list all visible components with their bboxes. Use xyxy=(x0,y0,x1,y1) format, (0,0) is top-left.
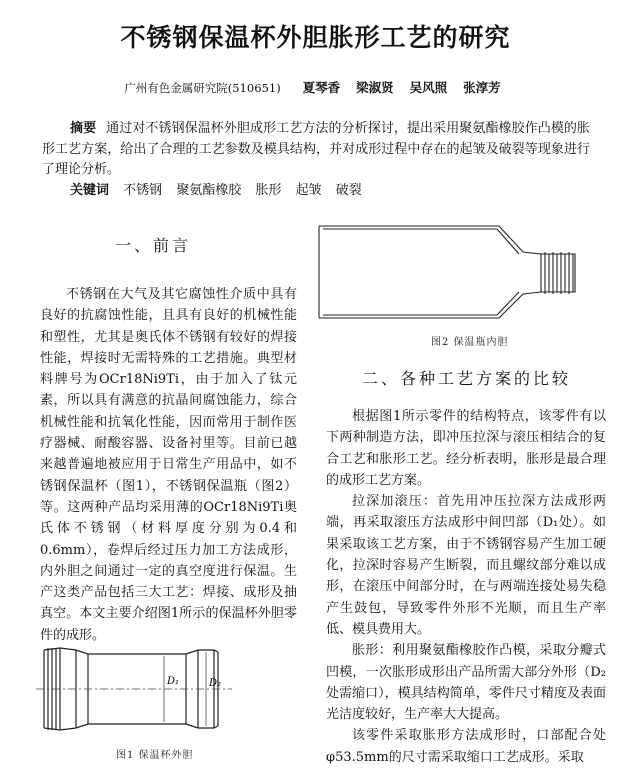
keyword: 胀形 xyxy=(255,183,282,198)
figure2-drawing xyxy=(313,218,623,328)
author-line xyxy=(0,78,631,96)
section2-body xyxy=(326,406,606,768)
paragraph: 该零件采取胀形方法成形时，口部配合处φ53.5mm的尺寸需采取缩口工艺成形。采取 xyxy=(326,728,606,765)
abstract-text: 通过对不锈钢保温杯外胆成形工艺方法的分析探讨，提出采用聚氨酯橡胶作凸模的胀形工艺方案，给出了合理的工艺参数及模具结构，并对成形过程中存在的起皱及破裂等现象进行了理论分析。 xyxy=(42,121,590,177)
author-name: 张淳芳 xyxy=(463,80,501,95)
keywords-label: 关键词 xyxy=(70,183,110,198)
figure2-caption: 图2 保温瓶内胆 xyxy=(431,337,509,348)
section-heading: 二、各种工艺方案的比较 xyxy=(362,369,572,388)
section1-body: 不锈钢在大气及其它腐蚀性介质中具有良好的抗腐蚀性能，且具有良好的机械性能和塑性，尤其是奥氏体不锈钢有较好的焊接性能，焊接时无需特殊的工艺措施。典型材料牌号为OCr18Ni9Ti，由于加入了钛元素，所以具有满意的抗晶间腐蚀能力，综合机械性能和抗氧化性能，因而常用于制作医疗器械、耐酸容器、设备衬里等。目前已越来越普遍地被应用于日常生产用品中，如不锈钢保温杯（图1），不锈钢保温瓶（图2）等。这两种产品均采用薄的OCr18Ni9Ti奥氏体不锈钢（材料厚度分别为0.4和0.6mm），卷焊后经过压力加工方法成形，内外胆之间通过一定的真空度进行保温。生产这类产品包括三大工艺：焊接、成形及抽真空。本文主要介绍图1所示的保温杯外胆零件的成形。 xyxy=(40,287,297,643)
keyword: 不锈钢 xyxy=(123,183,163,198)
abstract xyxy=(42,119,590,181)
paragraph: 拉深加滚压：首先用冲压拉深方法成形两端，再采取滚压方法成形中间凹部（D₁处）。如果采取该工艺方案，由于不锈钢容易产生加工硬化，拉深时容易产生断裂，而且螺纹部分难以成形，在滚压中间部分时，在与两端连接处易失稳产生鼓包，导致零件外形不光顺，而且生产率低、模具费用大。 xyxy=(326,494,606,637)
figure1-caption: 图1 保温杯外胆 xyxy=(116,750,194,761)
figure1-drawing xyxy=(36,638,236,740)
author-name: 梁淑贤 xyxy=(356,80,394,95)
keywords xyxy=(70,181,372,201)
paper-title: 不锈钢保温杯外胆胀形工艺的研究 xyxy=(120,23,511,52)
author-name: 夏琴香 xyxy=(302,80,341,95)
paragraph: 根据图1所示零件的结构特点，该零件有以下两种制造方法，即冲压拉深与滚压相结合的复合工艺和胀形工艺。经分析表明，胀形是最合理的成形工艺方案。 xyxy=(326,409,606,488)
keyword: 破裂 xyxy=(335,183,362,198)
dimension-d1-label: D₁ xyxy=(167,676,180,687)
author-name: 吴风照 xyxy=(409,80,448,95)
keyword: 起皱 xyxy=(295,183,322,198)
paragraph: 胀形：利用聚氨酯橡胶作凸模，采取分瓣式凹模，一次胀形成形出产品所需大部分外形（D₂处需缩口），模具结构简单，零件尺寸精度及表面光洁度较好，生产率大大提高。 xyxy=(326,643,606,723)
keyword: 聚氨酯橡胶 xyxy=(176,183,242,198)
section-heading: 一、前言 xyxy=(115,236,192,255)
affiliation: 广州有色金属研究院(510651) xyxy=(124,81,281,95)
abstract-label: 摘要 xyxy=(70,121,97,136)
dimension-d2-label: D₂ xyxy=(209,678,222,689)
